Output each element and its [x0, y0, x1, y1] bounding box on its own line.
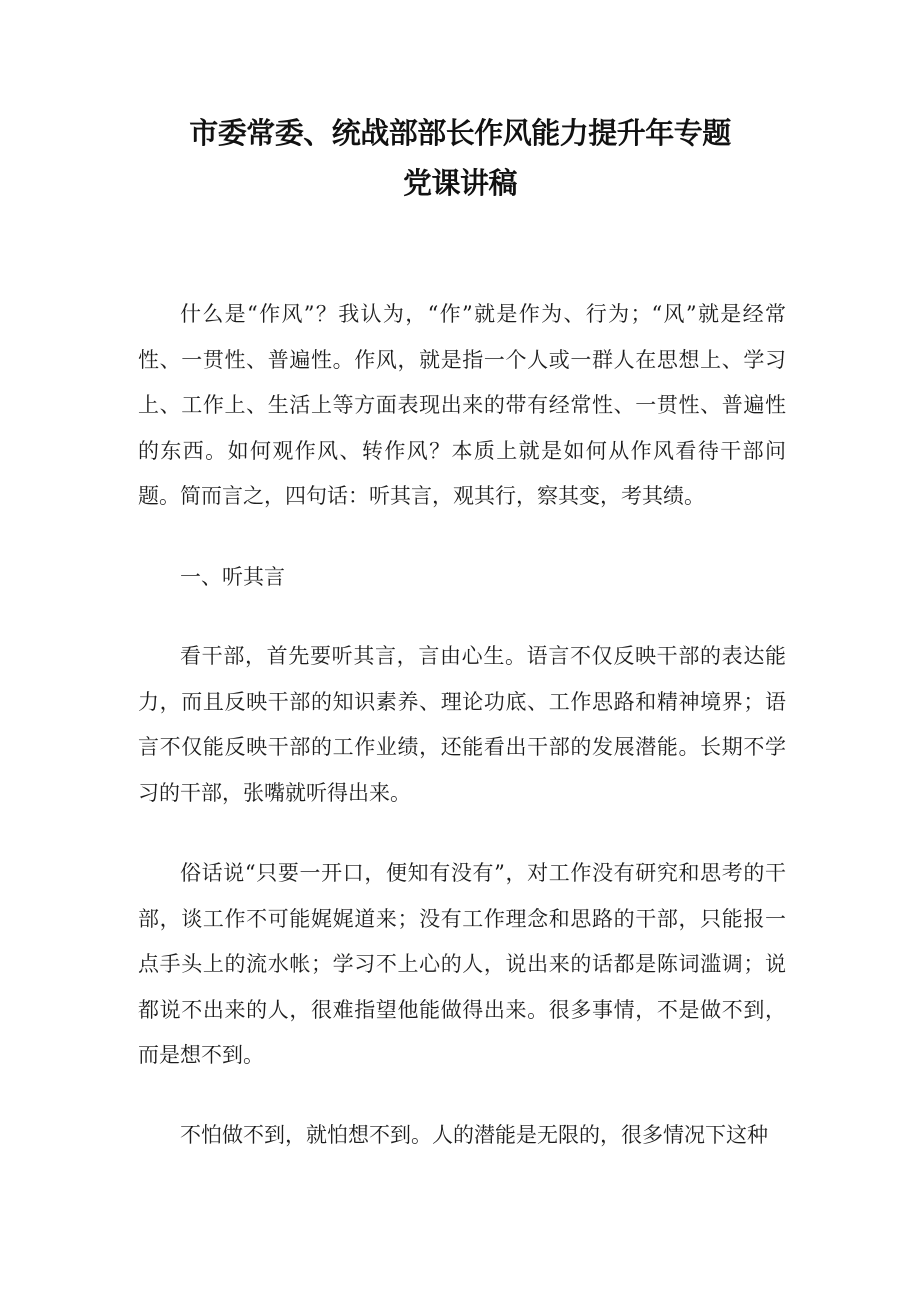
document-title-line2: 党课讲稿 [402, 166, 517, 200]
section-heading-listen: 一、听其言 [180, 565, 285, 589]
paragraph-listen-1: 看干部，首先要听其言，言由心生。语言不仅反映干部的表达能力，而且反映干部的知识素养、理论功底、工作思路和精神境界；语言不仅能反映干部的工作业绩，还能看出干部的发展潜能。长期不学习的干部，张嘴就听得出来。 [138, 644, 786, 805]
paragraph-intro: 什么是“作风”？我认为，“作”就是作为、行为；“风”就是经常性、一贯性、普遍性。作风，就是指一个人或一群人在思想上、学习上、工作上、生活上等方面表现出来的带有经常性、一贯性、普遍性的东西。如何观作风、转作风？本质上就是如何从作风看待干部问题。简而言之，四句话：听其言，观其行，察其变，考其绩。 [138, 302, 786, 508]
paragraph-listen-2: 俗话说“只要一开口，便知有没有”，对工作没有研究和思考的干部，谈工作不可能娓娓道来；没有工作理念和思路的干部，只能报一点手头上的流水帐；学习不上心的人，说出来的话都是陈词滥调；说都说不出来的人，很难指望他能做得出来。很多事情，不是做不到，而是想不到。 [138, 861, 786, 1067]
document-title-line1: 市委常委、统战部部长作风能力提升年专题 [189, 116, 731, 150]
paragraph-listen-3: 不怕做不到，就怕想不到。人的潜能是无限的，很多情况下这种 [180, 1123, 768, 1147]
